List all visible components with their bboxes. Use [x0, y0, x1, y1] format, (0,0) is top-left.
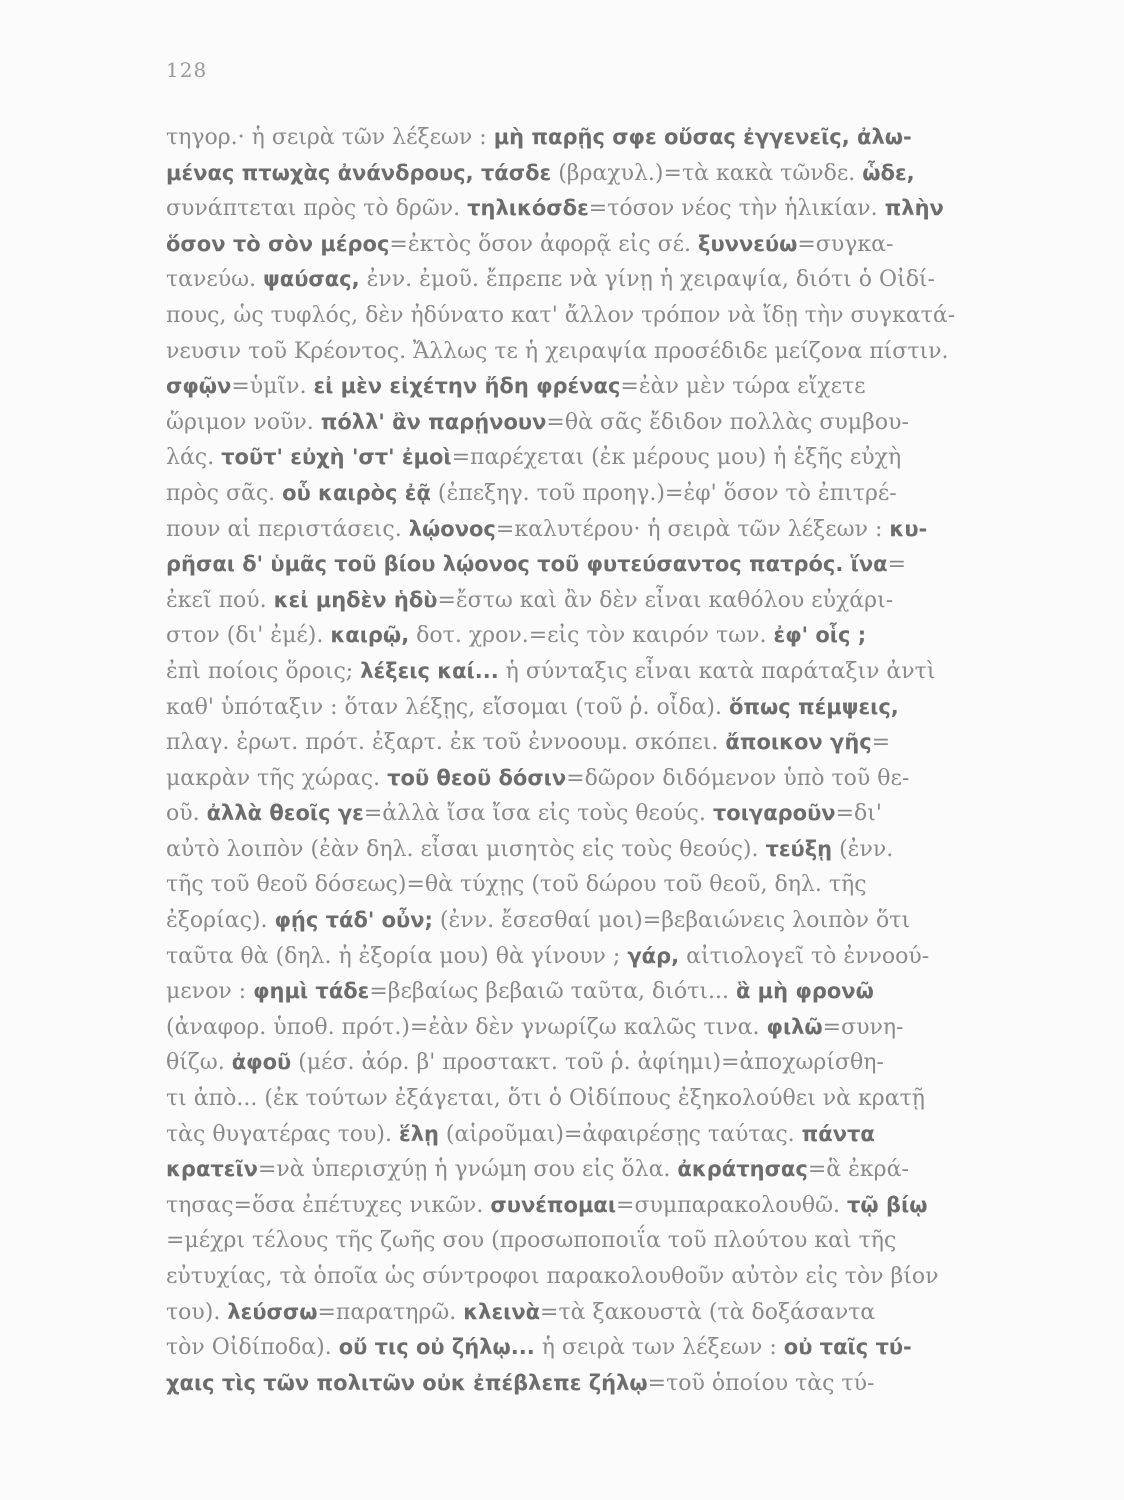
lemma-text: ψαύσας, [263, 267, 360, 292]
lemma-text: ὧδε, [862, 160, 915, 185]
lemma-text: τηλικόσδε [467, 196, 589, 221]
lemma-text: μένας πτωχὰς ἀνάνδρους, τάσδε [166, 160, 552, 185]
gloss-text: ταῦτα θὰ (δηλ. ἡ ἐξορία μου) θὰ γίνουν ; [166, 943, 628, 969]
gloss-text: ἐπὶ ποίοις ὅροις; [166, 658, 361, 684]
gloss-text: τὸν Οἰδίποδα). [166, 1335, 339, 1361]
lemma-text: φημὶ τάδε [253, 979, 370, 1004]
gloss-text: πλαγ. ἐρωτ. πρότ. ἐξαρτ. ἐκ τοῦ ἐννοουμ. σκόπει. [166, 730, 726, 756]
lemma-text: φιλῶ [766, 1014, 823, 1039]
lemma-text: λῴονος [408, 516, 496, 541]
gloss-text: οῦ. [166, 801, 207, 827]
lemma-text: ἀλλὰ θεοῖς γε [206, 801, 364, 826]
gloss-text: (αἱροῦμαι)=ἀφαιρέσῃς ταύτας. [438, 1121, 802, 1147]
lemma-text: εἰ μὲν εἰχέτην ἤδη φρένας [313, 374, 621, 399]
lemma-text: τοῦτ' εὐχὴ 'στ' ἐμοὶ [221, 445, 452, 470]
lemma-text: πάντα [801, 1121, 875, 1146]
gloss-text: =ἐκτὸς ὅσον ἀφορᾷ εἰς σέ. [389, 231, 699, 257]
text-line [166, 1366, 1024, 1402]
text-line [166, 1188, 1024, 1224]
text-line [166, 156, 1024, 192]
lemma-text: ὅσον τὸ σὸν μέρος [166, 231, 390, 256]
lemma-text: πόλλ' ἂν παρῄνουν [320, 409, 547, 434]
text-line [166, 1045, 1024, 1081]
text-line [166, 512, 1024, 548]
gloss-text: (ἀναφορ. ὑποθ. πρότ.)=ἐὰν δὲν γνωρίζω καλῶς τινα. [166, 1014, 767, 1040]
text-line [166, 369, 1024, 405]
gloss-text: λάς. [166, 445, 222, 471]
text-line [166, 1010, 1024, 1046]
gloss-text: =συγκα- [797, 231, 894, 257]
gloss-text: = [871, 730, 891, 756]
lemma-text: ἃ μὴ φρονῶ [735, 979, 874, 1004]
lemma-text: οὗ καιρὸς ἐᾷ [282, 480, 431, 505]
gloss-text: =ἀλλὰ ἴσα ἴσα εἰς τοὺς θεούς. [363, 801, 713, 827]
gloss-text: τανεύω. [166, 267, 264, 293]
lemma-text: ξυννεύω [698, 231, 798, 256]
gloss-text: εὐτυχίας, τὰ ὁποῖα ὡς σύντροφοι παρακολουθοῦν αὐτὸν εἰς τὸν βίον [166, 1264, 939, 1289]
gloss-text: του). [166, 1299, 228, 1325]
gloss-text: τὰς θυγατέρας του). [166, 1121, 399, 1147]
gloss-text: (μέσ. ἀόρ. β' προστακτ. τοῦ ῥ. ἀφίημι)=ἀποχωρίσθη- [291, 1050, 884, 1076]
text-line [166, 583, 1024, 619]
gloss-text: = [887, 552, 907, 578]
gloss-text: δοτ. χρον.=εἰς τὸν καιρόν των. [409, 623, 774, 649]
lemma-text: ὅπως πέμψεις, [729, 694, 899, 719]
gloss-text: καθ' ὑπόταξιν : ὅταν λέξῃς, εἴσομαι (τοῦ ῥ. οἶδα). [166, 694, 729, 720]
gloss-text: =συνη- [822, 1014, 904, 1040]
lemma-text: ἐφ' οἷς ; [773, 623, 867, 648]
gloss-text: ἡ σύνταξις εἶναι κατὰ παράταξιν ἀντὶ [498, 658, 936, 684]
gloss-text: ὥριμον νοῦν. [166, 409, 321, 435]
lemma-text: λέξεις καί... [360, 658, 499, 683]
lemma-text: ρῆσαι δ' ὑμᾶς τοῦ βίου λῴονος τοῦ φυτεύσαντος πατρός. ἵνα [166, 552, 888, 577]
gloss-text: τι ἀπὸ... (ἐκ τούτων ἐξάγεται, ὅτι ὁ Οἰδίπους ἐξηκολούθει νὰ κρατῇ [166, 1086, 925, 1112]
lemma-text: κεἰ μηδὲν ἡδὺ [273, 587, 438, 612]
gloss-text: =τόσον νέος τὴν ἡλικίαν. [588, 196, 885, 222]
gloss-text: τῆς τοῦ θεοῦ δόσεως)=θὰ τύχῃς (τοῦ δώρου τοῦ θεοῦ, δηλ. τῆς [166, 872, 867, 898]
text-line [166, 334, 1024, 370]
lemma-text: τοῦ θεοῦ δόσιν [387, 765, 567, 790]
gloss-text: =ἔστω καὶ ἂν δὲν εἶναι καθόλου εὐχάρι- [437, 587, 894, 613]
lemma-text: τοιγαροῦν [712, 801, 836, 826]
gloss-text: πουν αἱ περιστάσεις. [166, 516, 409, 542]
lemma-text: μὴ παρῇς σφε οὔσας ἐγγενεῖς, ἀλω- [493, 125, 912, 149]
gloss-text: =δῶρον διδόμενον ὑπὸ τοῦ θε- [566, 765, 910, 791]
text-line [166, 618, 1024, 654]
text-line [166, 476, 1024, 512]
lemma-text: οὐ ταῖς τύ- [783, 1335, 912, 1360]
text-line [166, 262, 1024, 298]
lemma-text: καιρῷ, [330, 623, 410, 648]
gloss-text: αἰτιολογεῖ τὸ ἐννοού- [679, 943, 930, 969]
text-line [166, 405, 1024, 441]
lemma-text: οὔ τις οὐ ζήλῳ... [338, 1335, 535, 1360]
lemma-text: τῷ βίῳ [847, 1192, 928, 1217]
text-line [166, 298, 1024, 334]
gloss-text: τηγορ.· ἡ σειρὰ τῶν λέξεων : [166, 125, 494, 150]
gloss-text: ἡ σειρὰ των λέξεων : [534, 1335, 784, 1361]
lemma-text: ἕλῃ [399, 1121, 439, 1146]
gloss-text: μενον : [166, 979, 254, 1005]
gloss-text: συνάπτεται πρὸς τὸ δρῶν. [166, 196, 468, 222]
text-line [166, 547, 1024, 583]
gloss-text: =ἃ ἐκρά- [807, 1157, 909, 1183]
text-line [166, 690, 1024, 726]
lemma-text: τεύξῃ [765, 836, 833, 861]
gloss-text: (βραχυλ.)=τὰ κακὰ τῶνδε. [551, 160, 863, 186]
gloss-text: τησας=ὅσα ἐπέτυχες νικῶν. [166, 1192, 491, 1218]
lemma-text: γάρ, [627, 943, 680, 968]
text-line [166, 725, 1024, 761]
text-line [166, 832, 1024, 868]
gloss-text: =ὑμῖν. [231, 374, 314, 400]
commentary-text [166, 120, 1024, 1401]
gloss-text: αὐτὸ λοιπὸν (ἐὰν δηλ. εἶσαι μισητὸς εἰς τοὺς θεούς). [166, 836, 766, 862]
text-line [166, 1259, 1024, 1295]
text-line [166, 1223, 1024, 1259]
text-line [166, 191, 1024, 227]
gloss-text: =θὰ σᾶς ἔδιδον πολλὰς συμβου- [546, 409, 909, 435]
gloss-text: =μέχρι τέλους τῆς ζωῆς σου (προσωποποιΐα τοῦ πλούτου καὶ τῆς [166, 1228, 897, 1254]
text-line [166, 761, 1024, 797]
lemma-text: κρατεῖν [166, 1157, 258, 1182]
lemma-text: λεύσσω [227, 1299, 318, 1324]
gloss-text: πους, ὡς τυφλός, δὲν ἠδύνατο κατ' ἄλλον τρόπον νὰ ἴδῃ τὴν συγκατά- [166, 302, 956, 328]
page-number: 128 [166, 58, 208, 82]
gloss-text: =νὰ ὑπερισχύῃ ἡ γνώμη σου εἰς ὅλα. [257, 1157, 678, 1183]
lemma-text: κυ- [889, 516, 928, 541]
gloss-text: (ἐνν. [832, 836, 894, 862]
text-line [166, 227, 1024, 263]
gloss-text: =παρατηρῶ. [317, 1299, 464, 1325]
lemma-text: ἄποικον γῆς [725, 730, 872, 755]
gloss-text: =βεβαίως βεβαιῶ ταῦτα, διότι... [369, 979, 736, 1005]
text-line [166, 120, 1024, 156]
lemma-text: φῄς τάδ' οὖν; [274, 908, 433, 933]
gloss-text: ἐνν. ἐμοῦ. ἔπρεπε νὰ γίνῃ ἡ χειραψία, διότι ὁ Οἰδί- [359, 267, 935, 293]
gloss-text: στον (δι' ἐμέ). [166, 623, 331, 649]
gloss-text: =παρέχεται (ἐκ μέρους μου) ἡ ἑξῆς εὐχὴ [451, 445, 902, 471]
gloss-text: θίζω. [166, 1050, 232, 1076]
gloss-text: =τοῦ ὁποίου τὰς τύ- [647, 1370, 875, 1396]
gloss-text: πρὸς σᾶς. [166, 480, 283, 506]
gloss-text: νευσιν τοῦ Κρέοντος. Ἄλλως τε ἡ χειραψία προσέδιδε μείζονα πίστιν. [166, 338, 949, 364]
lemma-text: ἀφοῦ [231, 1050, 292, 1075]
text-line [166, 974, 1024, 1010]
gloss-text: =καλυτέρου· ἡ σειρὰ τῶν λέξεων : [495, 516, 890, 542]
lemma-text: κλεινὰ [463, 1299, 541, 1324]
text-line [166, 939, 1024, 975]
gloss-text: =ἐὰν μὲν τώρα εἴχετε [620, 374, 866, 400]
text-line [166, 1117, 1024, 1153]
text-line [166, 867, 1024, 903]
gloss-text: μακρὰν τῆς χώρας. [166, 765, 388, 791]
text-line [166, 1152, 1024, 1188]
gloss-text: =δι' [835, 801, 882, 827]
lemma-text: ἀκράτησας [677, 1157, 808, 1182]
text-line [166, 440, 1024, 476]
text-line [166, 796, 1024, 832]
lemma-text: πλὴν [884, 196, 944, 221]
gloss-text: (ἐνν. ἔσεσθαί μοι)=βεβαιώνεις λοιπὸν ὅτι [432, 908, 911, 934]
lemma-text: χαις τὶς τῶν πολιτῶν οὐκ ἐπέβλεπε ζήλῳ [166, 1370, 648, 1395]
gloss-text: ἐκεῖ πού. [166, 587, 274, 613]
text-line [166, 1081, 1024, 1117]
gloss-text: ἐξορίας). [166, 908, 275, 934]
text-line [166, 1330, 1024, 1366]
text-line [166, 654, 1024, 690]
text-line [166, 903, 1024, 939]
lemma-text: συνέπομαι [490, 1192, 617, 1217]
text-line [166, 1295, 1024, 1331]
gloss-text: =τὰ ξακουστὰ (τὰ δοξάσαντα [540, 1299, 876, 1325]
gloss-text: (ἐπεξηγ. τοῦ προηγ.)=ἐφ' ὅσον τὸ ἐπιτρέ- [430, 480, 897, 506]
gloss-text: =συμπαρακολουθῶ. [616, 1192, 848, 1218]
lemma-text: σφῷν [166, 374, 232, 399]
